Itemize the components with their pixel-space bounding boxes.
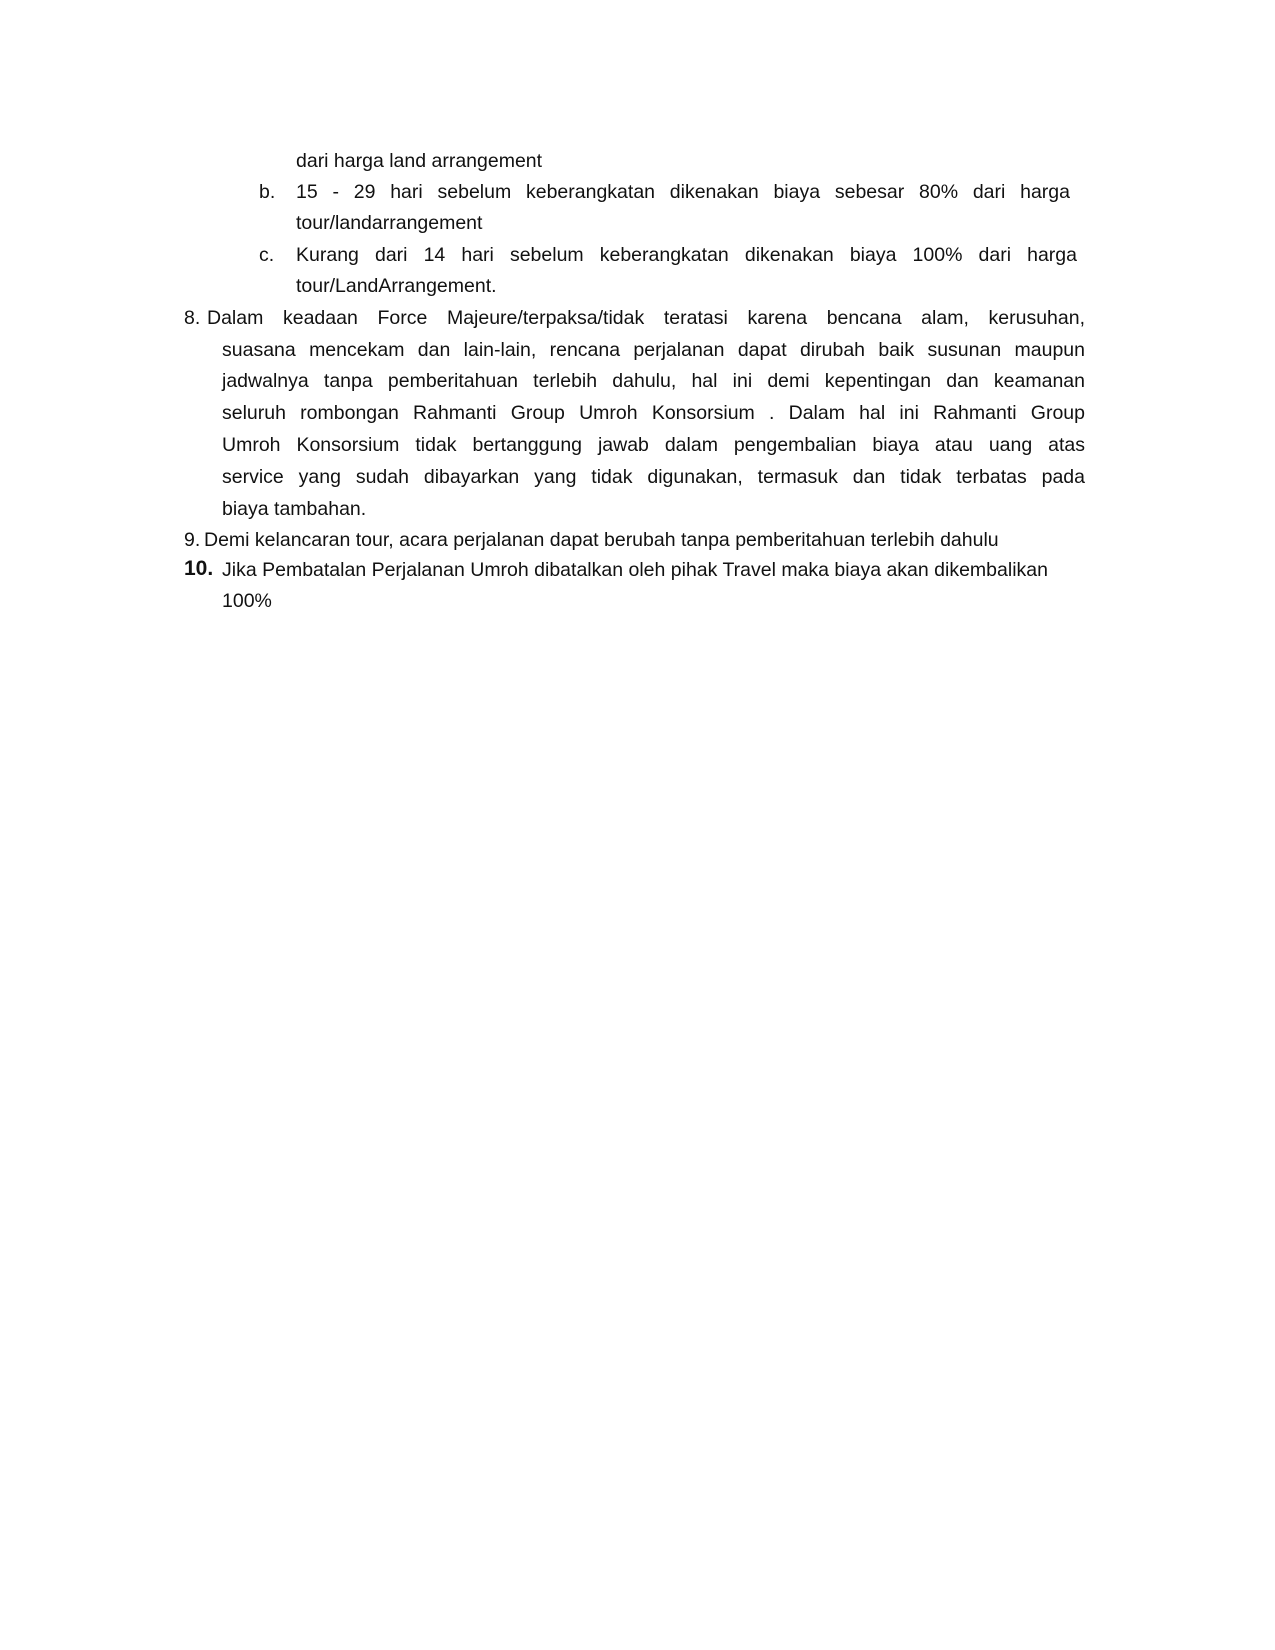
sub-item-marker-b: b. xyxy=(259,181,276,203)
item-10-line-2: 100% xyxy=(222,590,272,612)
item-8-line-2: suasana mencekam dan lain-lain, rencana perjalanan dapat dirubah baik susunan maupun xyxy=(222,339,1085,361)
item-8-line-7: biaya tambahan. xyxy=(222,498,367,520)
item-9-line-1: Demi kelancaran tour, acara perjalanan dapat berubah tanpa pemberitahuan terlebih dahulu xyxy=(204,529,999,551)
item-8-line-1: Dalam keadaan Force Majeure/terpaksa/tidak teratasi karena bencana alam, kerusuhan, xyxy=(207,307,1085,329)
sub-item-b-line-1: 15 - 29 hari sebelum keberangkatan dikenakan biaya sebesar 80% dari harga xyxy=(296,181,1070,203)
sub-item-b-line-2: tour/landarrangement xyxy=(296,212,483,234)
item-8-line-4: seluruh rombongan Rahmanti Group Umroh Konsorsium . Dalam hal ini Rahmanti Group xyxy=(222,402,1085,424)
sub-item-c-line-2: tour/LandArrangement. xyxy=(296,275,497,297)
item-marker-8: 8. xyxy=(184,307,201,329)
item-8-line-5: Umroh Konsorsium tidak bertanggung jawab dalam pengembalian biaya atau uang atas xyxy=(222,434,1085,456)
item-8-line-3: jadwalnya tanpa pemberitahuan terlebih dahulu, hal ini demi kepentingan dan keamanan xyxy=(222,370,1085,392)
item-10-line-1: Jika Pembatalan Perjalanan Umroh dibatalkan oleh pihak Travel maka biaya akan dikembalikan xyxy=(222,559,1048,581)
sub-item-marker-c: c. xyxy=(259,244,275,266)
sub-item-c-line-1: Kurang dari 14 hari sebelum keberangkatan dikenakan biaya 100% dari harga xyxy=(296,244,1077,266)
item-marker-9: 9. xyxy=(184,529,201,551)
item-marker-10: 10. xyxy=(184,557,214,580)
sub-item-a-continuation: dari harga land arrangement xyxy=(296,150,543,172)
item-8-line-6: service yang sudah dibayarkan yang tidak digunakan, termasuk dan tidak terbatas pada xyxy=(222,466,1085,488)
